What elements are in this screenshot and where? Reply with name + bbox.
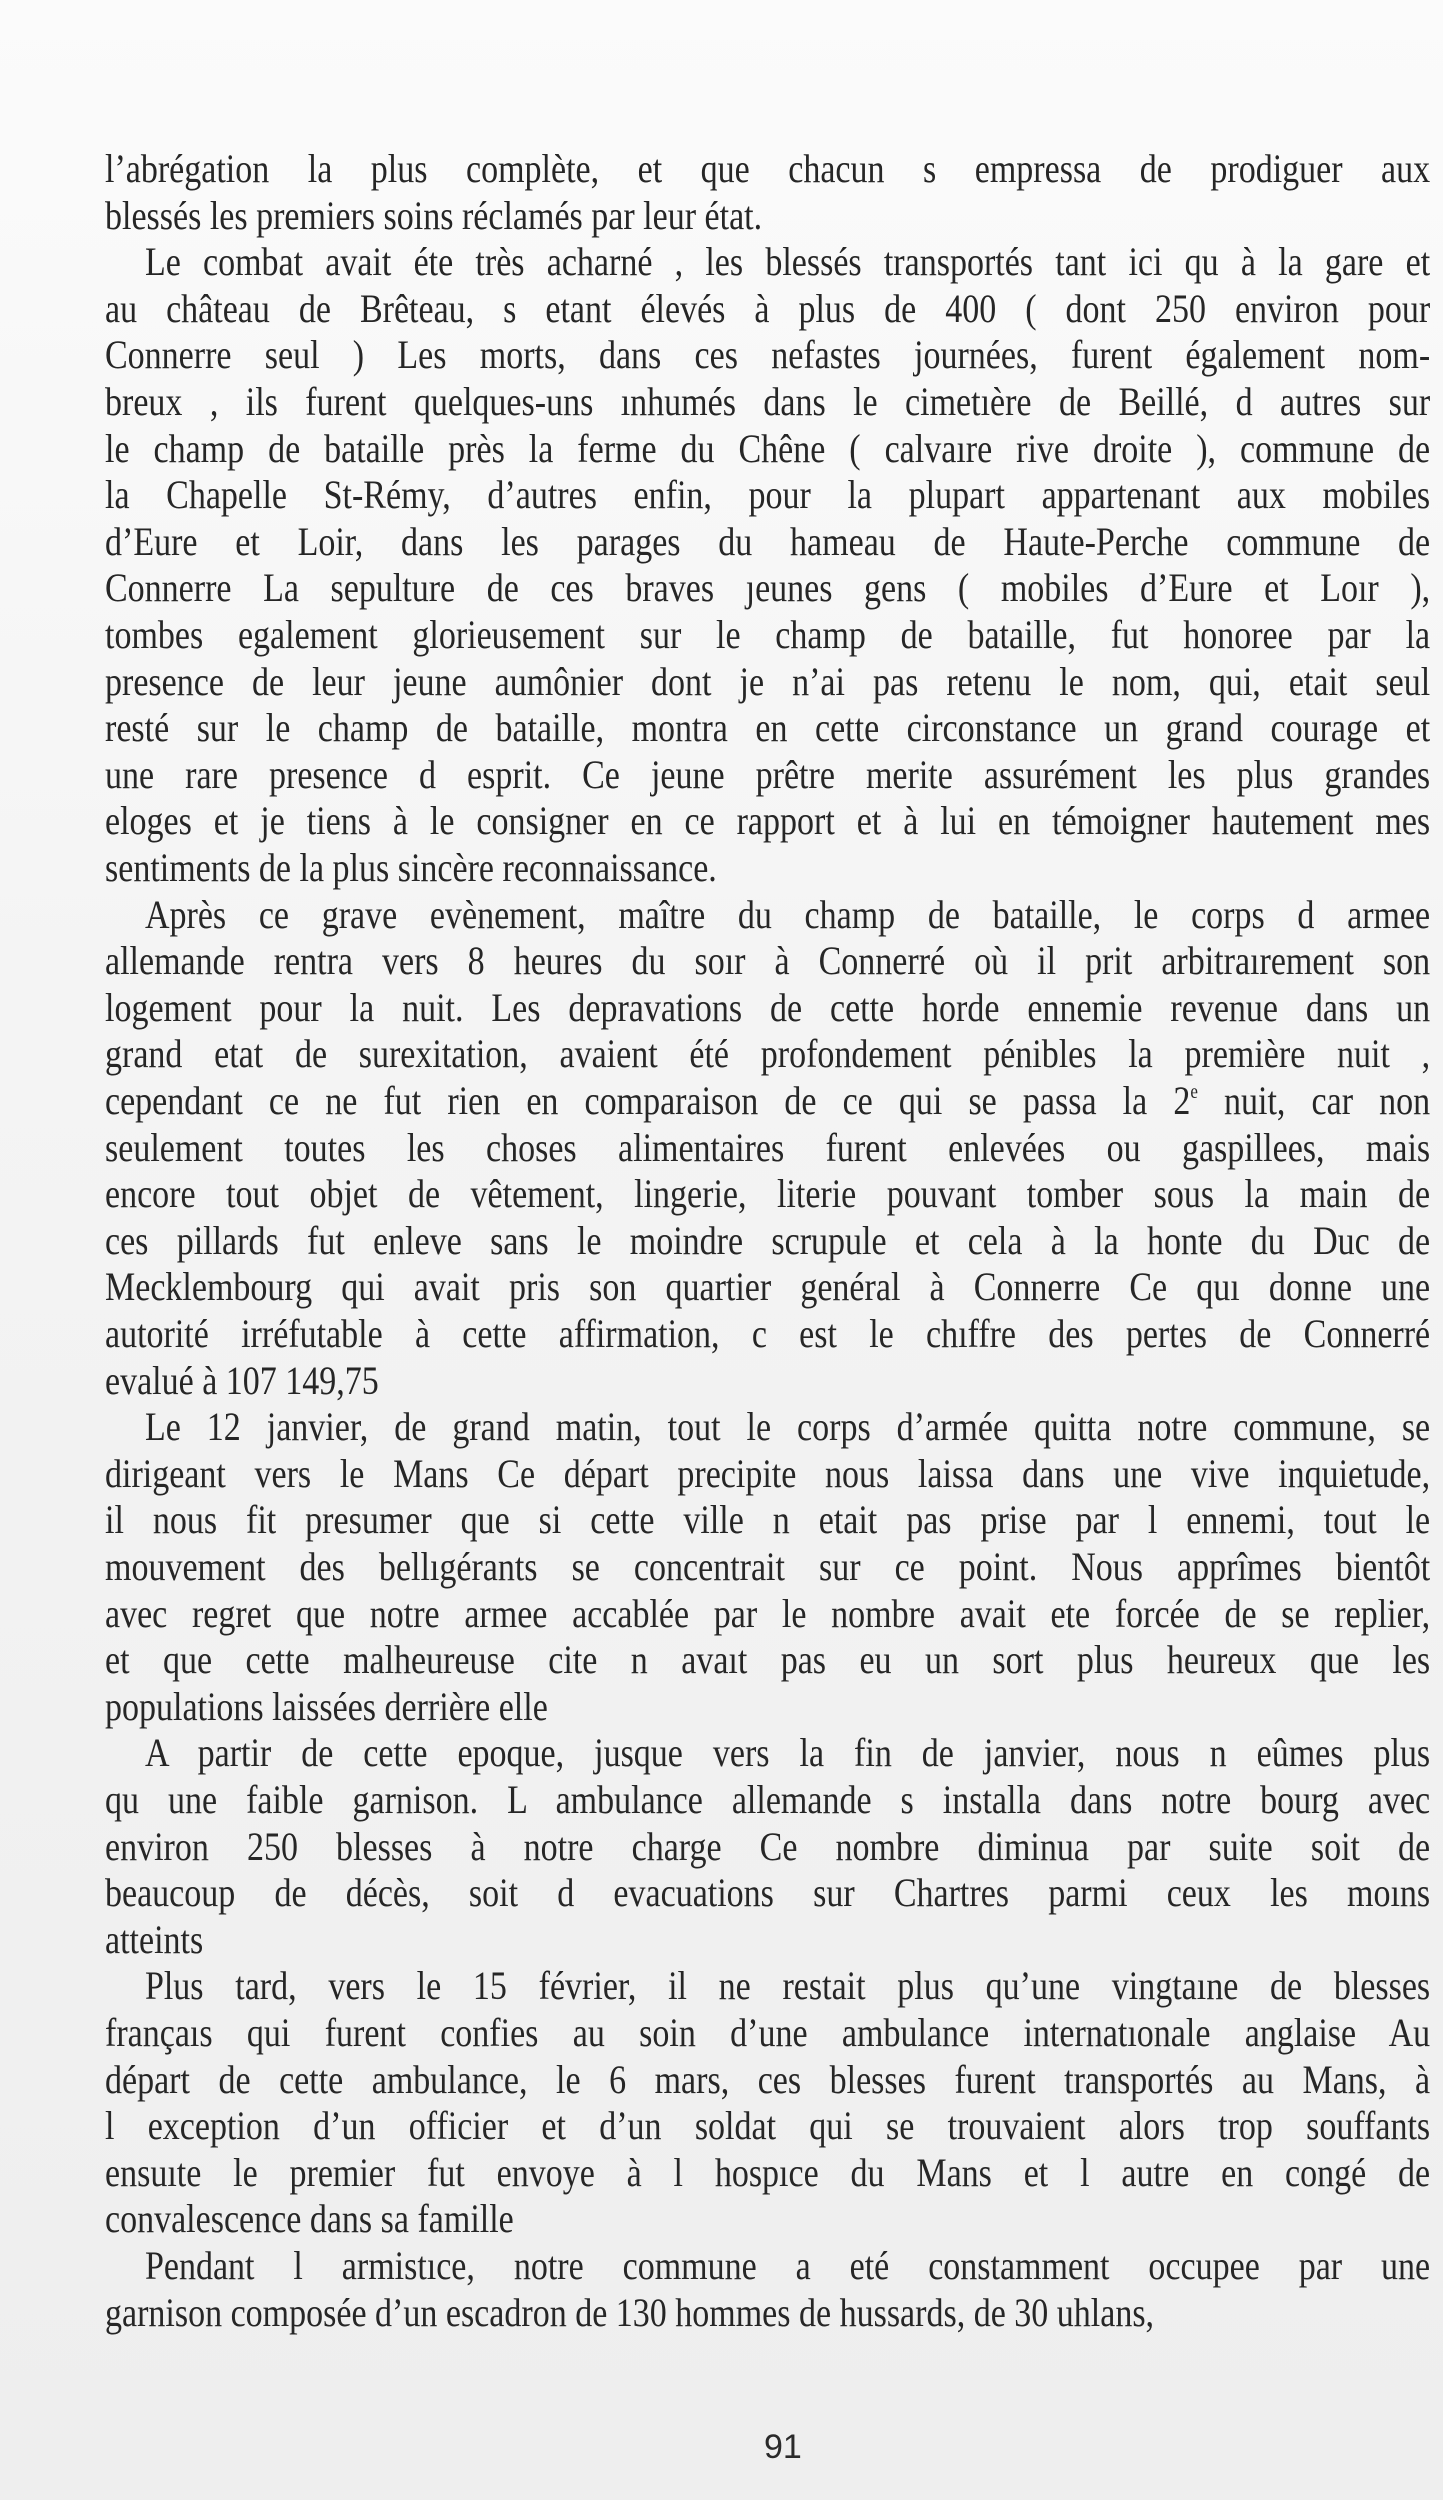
text-line: encore tout objet de vêtement, lingerie, literie pouvant tomber sous la main de [105, 1171, 1431, 1217]
text-line: l’abrégation la plus complète, et que chacun s empressa de prodiguer aux [105, 146, 1431, 191]
text-line: autorité irréfutable à cette affirmation, c est le chıffre des pertes de Connerré [105, 1311, 1431, 1356]
text-line: au château de Brêteau, s etant élevés à plus de 400 ( dont 250 environ pour [105, 285, 1431, 331]
text-line: tombes egalement glorieusement sur le champ de bataille, fut honoree par la [105, 612, 1431, 657]
text-line: evalué à 107 149,75 [105, 1357, 379, 1403]
text-line [105, 1078, 1430, 1124]
text-line: resté sur le champ de bataille, montra en cette circonstance un grand courage et [105, 705, 1431, 751]
text-line: Pendant l armistıce, notre commune a eté constamment occupee par une [144, 2243, 1431, 2288]
text-segment: cependant ce ne fut rien en comparaison de ce qui se passa la 2 [105, 1078, 1191, 1123]
text-line: sentiments de la plus sincère reconnaissance. [105, 845, 717, 890]
text-line: ensuıte le premier fut envoye à l hospıce du Mans et l autre en congé de [105, 2149, 1431, 2195]
text-line: avec regret que notre armee accablée par le nombre avait ete forcée de se replier, [105, 1590, 1431, 1636]
text-line: logement pour la nuit. Les depravations de cette horde ennemie revenue dans un [105, 984, 1431, 1030]
text-line: le champ de bataille près la ferme du Chêne ( calvaıre rive droite ), commune de [105, 425, 1431, 471]
text-line: Connerre La sepulture de ces braves ȷeunes gens ( mobiles d’Eure et Loır ), [105, 565, 1431, 611]
text-line: départ de cette ambulance, le 6 mars, ces blesses furent transportés au Mans, à [105, 2056, 1431, 2102]
text-segment: nuit, car non [1197, 1078, 1431, 1123]
ordinal-superscript: e [1190, 1081, 1198, 1103]
text-line: populations laissées derrière elle [105, 1683, 548, 1729]
text-line: ces pillards fut enleve sans le moindre scrupule et cela à la honte du Duc de [105, 1217, 1431, 1263]
text-line: et que cette malheureuse cite n avaıt pas eu un sort plus heureux que les [105, 1637, 1431, 1683]
text-line: breux , ils furent quelques-uns ınhumés dans le cimetıère de Beillé, d autres sur [105, 379, 1431, 424]
text-line: Après ce grave evènement, maître du champ de bataille, le corps d armee [144, 891, 1431, 937]
text-line: Connerre seul ) Les morts, dans ces nefastes journées, furent également nom- [105, 332, 1431, 378]
text-line: Mecklembourg qui avait pris son quartier genéral à Connerre Ce quı donne une [105, 1264, 1431, 1310]
text-line: eloges et je tiens à le consigner en ce rapport et à lui en témoigner hautement mes [105, 798, 1431, 844]
text-line: allemande rentra vers 8 heures du soır à Connerré où il prit arbitraırement son [105, 938, 1431, 984]
text-line: Le combat avait éte très acharné , les blessés transportés tant ici qu à la gare et [144, 239, 1431, 285]
text-line: atteints [105, 1916, 204, 1962]
text-line: presence de leur jeune aumônier dont je n’ai pas retenu le nom, qui, etait seul [105, 658, 1431, 704]
text-line: seulement toutes les choses alimentaires furent enlevées ou gaspillees, mais [105, 1124, 1431, 1170]
text-line: une rare presence d esprit. Ce jeune prêtre merite assurément les plus grandes [105, 751, 1431, 797]
text-line: qu une faible garnison. L ambulance allemande s installa dans notre bourg avec [105, 1777, 1431, 1822]
text-line: la Chapelle St-Rémy, d’autres enfin, pour la plupart appartenant aux mobiles [105, 472, 1431, 518]
text-line: environ 250 blesses à notre charge Ce nombre diminua par suite soit de [105, 1823, 1431, 1869]
text-line: l exception d’un officier et d’un soldat qui se trouvaient alors trop souffants [105, 2103, 1431, 2149]
text-line: grand etat de surexitation, avaient été profondement pénibles la première nuit , [105, 1031, 1431, 1077]
text-line: d’Eure et Loir, dans les parages du hameau de Haute-Perche commune de [105, 518, 1431, 564]
text-line: convalescence dans sa famille [105, 2196, 514, 2242]
text-line: beaucoup de décès, soit d evacuations sur Chartres parmi ceux les moıns [105, 1870, 1431, 1916]
text-line: mouvement des bellıgérants se concentrait sur ce point. Nous apprîmes bientôt [105, 1544, 1431, 1589]
text-line: Plus tard, vers le 15 février, il ne restait plus qu’une vingtaıne de blesses [144, 1963, 1431, 2009]
text-line: garnison composée d’un escadron de 130 hommes de hussards, de 30 uhlans, [105, 2289, 1155, 2335]
text-line: françaıs qui furent confies au soin d’une ambulance internatıonale anglaise Au [105, 2010, 1431, 2055]
text-line: A partir de cette epoque, jusque vers la fin de janvier, nous n eûmes plus [144, 1730, 1431, 1776]
text-line: il nous fit presumer que si cette ville n etait pas prise par l ennemi, tout le [105, 1497, 1431, 1543]
page-number: 91 [764, 2428, 802, 2466]
text-line: blessés les premiers soins réclamés par leur état. [105, 192, 763, 238]
text-line: dirigeant vers le Mans Ce départ precipite nous laissa dans une vive inquietude, [105, 1450, 1431, 1496]
text-line: Le 12 janvier, de grand matin, tout le corps d’armée quitta notre commune, se [144, 1404, 1431, 1450]
